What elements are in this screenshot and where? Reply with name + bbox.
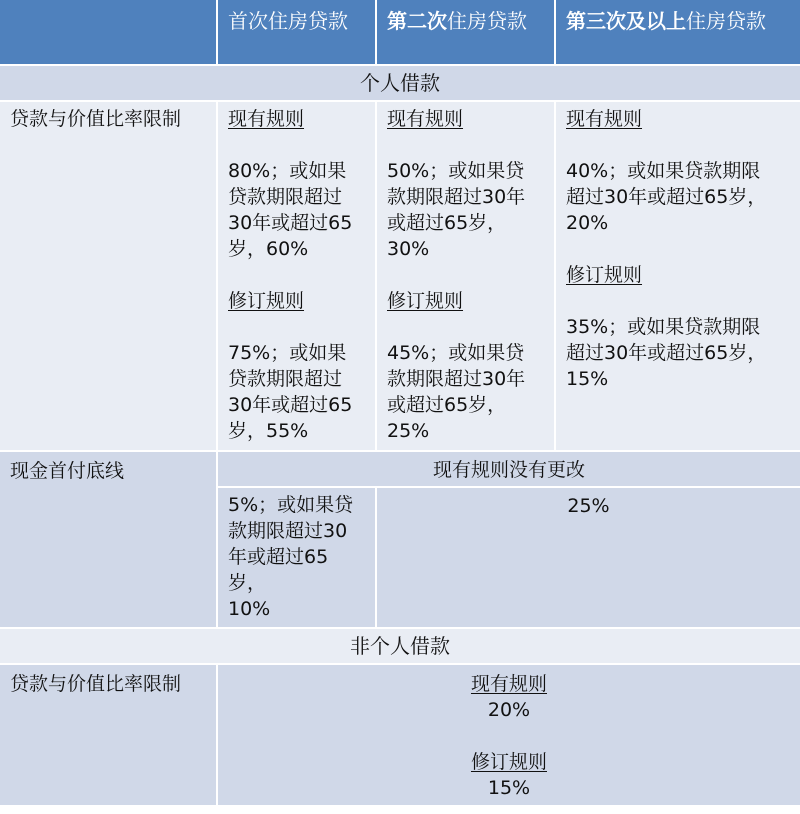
ltv-col1-revised-line: 30年或超过65 <box>228 394 353 416</box>
ltv-col3-current-title: 现有规则 <box>566 108 643 130</box>
ltv-col2 <box>377 102 554 450</box>
cash-down-banner <box>218 452 800 486</box>
section-individual <box>0 66 800 100</box>
header-third-loan-rest: 住房贷款 <box>686 9 766 33</box>
header-third-loan-bold: 第三次及以上 <box>566 9 686 33</box>
ltv-col1-revised-line: 75%；或如果 <box>228 342 347 364</box>
header-first-loan <box>218 0 375 64</box>
ltv-label-cell <box>0 102 216 450</box>
nonind-values <box>218 665 800 805</box>
cash-down-banner-text: 现有规则没有更改 <box>432 459 585 481</box>
ltv-col2-current-line: 30% <box>387 238 430 260</box>
header-second-loan-bold: 第二次 <box>387 9 447 33</box>
nonind-current-title: 现有规则 <box>470 673 547 695</box>
header-second-loan-rest: 住房贷款 <box>447 9 527 33</box>
ltv-col1-revised-line: 贷款期限超过 <box>228 368 343 390</box>
cash-down-col1-line: 10% <box>228 598 271 620</box>
nonind-label-cell <box>0 665 216 805</box>
cash-down-label-cell <box>0 452 216 627</box>
nonind-label: 贷款与价值比率限制 <box>10 673 182 695</box>
cash-down-col1-line: 年或超过65岁， <box>228 546 329 594</box>
cash-down-col23-value: 25% <box>567 495 610 517</box>
ltv-col1-revised-title: 修订规则 <box>228 290 305 312</box>
ltv-col3-revised-line: 35%；或如果贷款期限 <box>566 316 761 338</box>
ltv-col2-current-line: 或超过65岁， <box>387 212 507 234</box>
ltv-col1-current-line: 贷款期限超过 <box>228 186 343 208</box>
header-first-loan-text: 首次住房贷款 <box>228 9 348 33</box>
ltv-col2-revised-line: 45%；或如果贷 <box>387 342 525 364</box>
ltv-col2-current-title: 现有规则 <box>387 108 464 130</box>
ltv-col3-revised-title: 修订规则 <box>566 264 643 286</box>
ltv-col1-current-title: 现有规则 <box>228 108 305 130</box>
ltv-col2-revised-title: 修订规则 <box>387 290 464 312</box>
ltv-col2-current-line: 50%；或如果贷 <box>387 160 525 182</box>
ltv-col3-current-line: 20% <box>566 212 609 234</box>
ltv-col1 <box>218 102 375 450</box>
header-second-loan <box>377 0 554 64</box>
ltv-col3 <box>556 102 800 450</box>
cash-down-col1-line: 款期限超过30 <box>228 520 348 542</box>
header-empty-cell <box>0 0 216 64</box>
ltv-col3-revised-line: 超过30年或超过65岁， <box>566 342 767 364</box>
ltv-col2-current-line: 款期限超过30年 <box>387 186 526 208</box>
ltv-col3-current-line: 40%；或如果贷款期限 <box>566 160 761 182</box>
ltv-col3-current-line: 超过30年或超过65岁， <box>566 186 767 208</box>
nonind-revised-title: 修订规则 <box>470 751 547 773</box>
section-individual-text: 个人借款 <box>360 71 440 95</box>
ltv-col2-revised-line: 25% <box>387 420 430 442</box>
section-nonindividual <box>0 629 800 663</box>
ltv-label: 贷款与价值比率限制 <box>10 108 182 130</box>
nonind-revised-value: 15% <box>487 777 531 799</box>
cash-down-label: 现金首付底线 <box>10 460 125 482</box>
ltv-col1-current-line: 岁，60% <box>228 238 309 260</box>
nonind-current-value: 20% <box>487 699 531 721</box>
ltv-col2-revised-line: 款期限超过30年 <box>387 368 526 390</box>
ltv-col2-revised-line: 或超过65岁， <box>387 394 507 416</box>
section-nonindividual-text: 非个人借款 <box>350 634 450 658</box>
ltv-col1-revised-line: 岁，55% <box>228 420 309 442</box>
cash-down-col1 <box>218 488 375 627</box>
cash-down-col1-line: 5%；或如果贷 <box>228 494 354 516</box>
header-third-loan <box>556 0 800 64</box>
ltv-col3-revised-line: 15% <box>566 368 609 390</box>
cash-down-col23 <box>377 488 800 627</box>
ltv-col1-current-line: 80%；或如果 <box>228 160 347 182</box>
ltv-col1-current-line: 30年或超过65 <box>228 212 353 234</box>
